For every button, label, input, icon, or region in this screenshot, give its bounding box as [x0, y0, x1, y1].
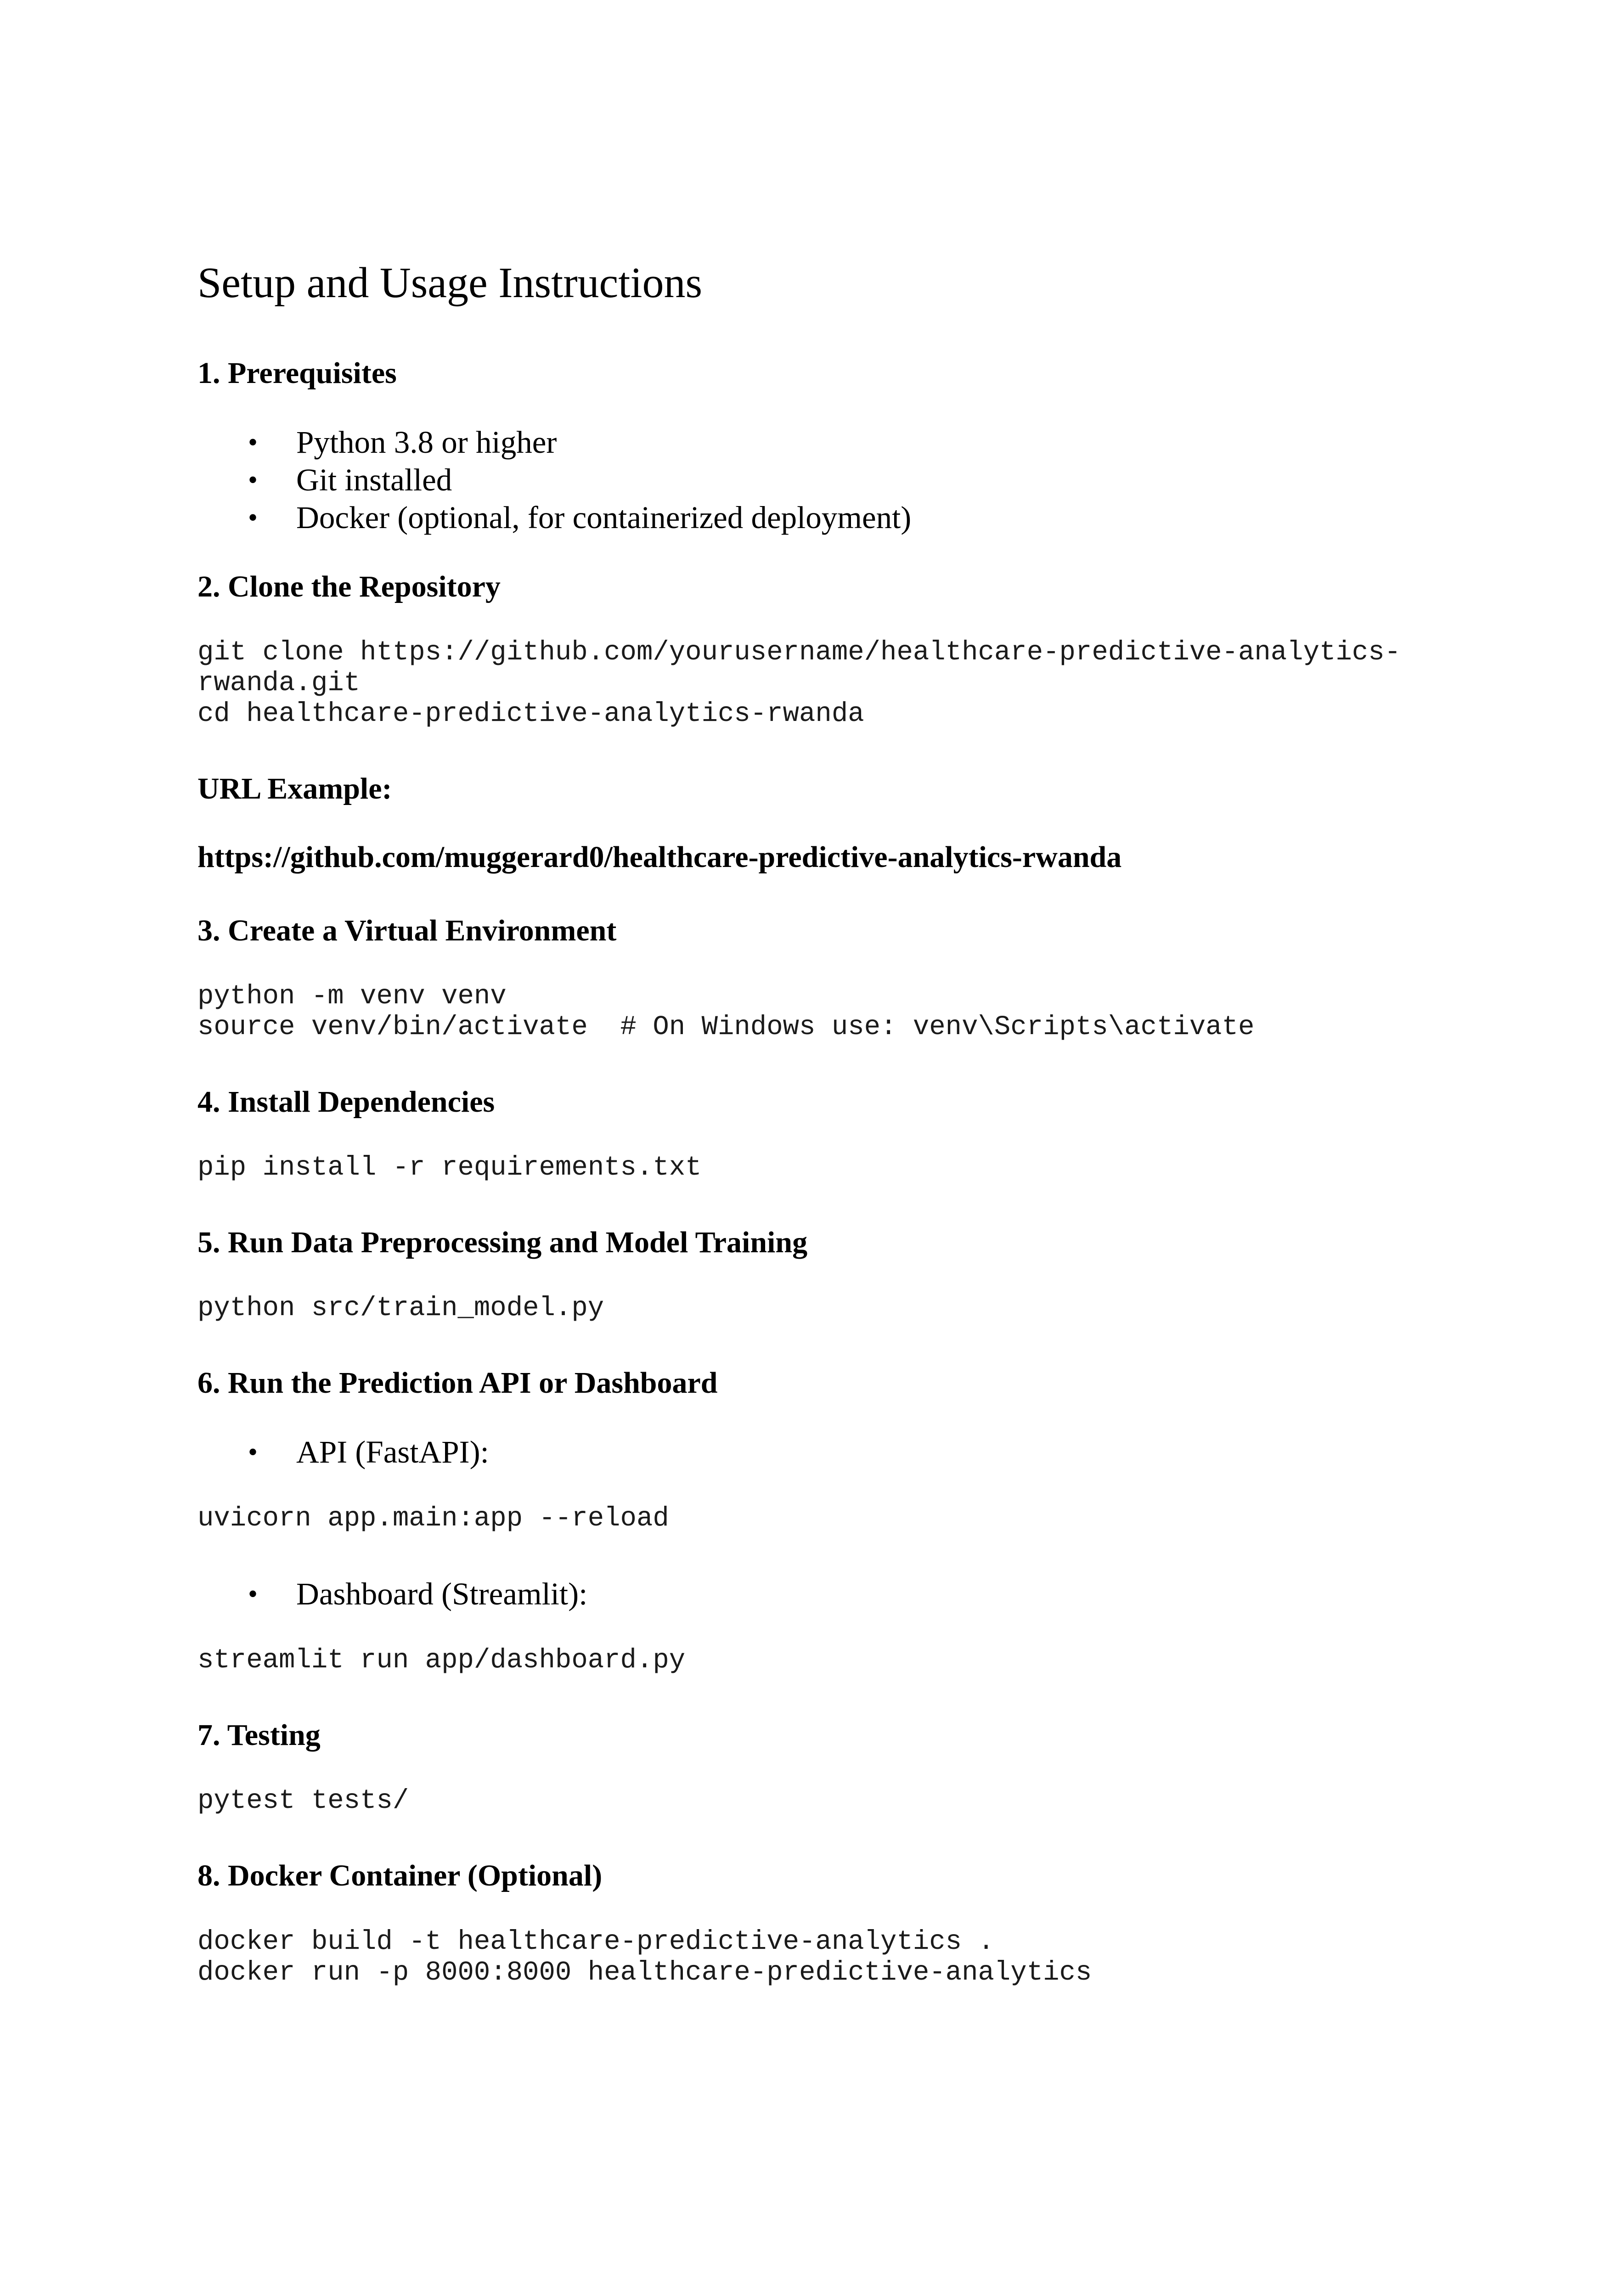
heading-virtual-environment: 3. Create a Virtual Environment — [197, 913, 617, 947]
list-item-text: Dashboard (Streamlit): — [296, 1576, 588, 1612]
list-item — [197, 1433, 1437, 1471]
code-block-clone — [197, 637, 1437, 729]
list-item — [197, 423, 1437, 461]
heading-testing: 7. Testing — [197, 1718, 321, 1752]
heading-docker-container: 8. Docker Container (Optional) — [197, 1859, 603, 1893]
code-block-dependencies — [197, 1152, 1437, 1183]
list-item — [197, 1575, 1437, 1613]
code-block-dashboard — [197, 1645, 1437, 1676]
list-item-text: Git installed — [296, 462, 452, 497]
code-line: cd healthcare-predictive-analytics-rwanda — [197, 698, 864, 730]
document-title: Setup and Usage Instructions — [197, 259, 703, 307]
code-line: docker run -p 8000:8000 healthcare-predictive-analytics — [197, 1957, 1092, 1988]
code-line: streamlit run app/dashboard.py — [197, 1645, 686, 1676]
list-item-text: Python 3.8 or higher — [296, 424, 557, 460]
code-block-testing — [197, 1785, 1437, 1816]
heading-model-training: 5. Run Data Preprocessing and Model Training — [197, 1225, 808, 1259]
code-block-training — [197, 1293, 1437, 1323]
list-item — [197, 461, 1437, 499]
code-line: git clone https://github.com/yourusername/healthcare-predictive-analytics- — [197, 637, 1401, 668]
heading-prerequisites: 1. Prerequisites — [197, 356, 397, 390]
code-block-api — [197, 1503, 1437, 1534]
dashboard-list — [197, 1575, 1437, 1613]
bullet-icon: • — [248, 502, 258, 533]
prerequisites-list — [197, 423, 1437, 536]
bullet-icon: • — [248, 464, 258, 495]
code-line: python src/train_model.py — [197, 1293, 604, 1324]
heading-install-dependencies: 4. Install Dependencies — [197, 1085, 495, 1119]
example-url-text: https://github.com/muggerard0/healthcare-predictive-analytics-rwanda — [197, 840, 1122, 874]
code-line: rwanda.git — [197, 668, 361, 699]
bullet-icon: • — [248, 427, 258, 457]
code-block-docker — [197, 1926, 1437, 1988]
heading-run-api-dashboard: 6. Run the Prediction API or Dashboard — [197, 1366, 718, 1400]
bullet-icon: • — [248, 1437, 258, 1468]
list-item — [197, 499, 1437, 536]
code-line: docker build -t healthcare-predictive-analytics . — [197, 1926, 994, 1957]
code-line: pytest tests/ — [197, 1785, 409, 1817]
list-item-text: Docker (optional, for containerized deployment) — [296, 500, 912, 535]
api-list — [197, 1433, 1437, 1471]
bullet-icon: • — [248, 1579, 258, 1609]
code-line: uvicorn app.main:app --reload — [197, 1503, 669, 1534]
code-line: source venv/bin/activate # On Windows use: venv\Scripts\activate — [197, 1011, 1255, 1042]
document-content — [197, 257, 1437, 2029]
code-block-venv — [197, 981, 1437, 1042]
list-item-text: API (FastAPI): — [296, 1435, 489, 1470]
code-line: pip install -r requirements.txt — [197, 1152, 702, 1183]
code-line: python -m venv venv — [197, 980, 507, 1012]
heading-clone-repository: 2. Clone the Repository — [197, 569, 501, 603]
heading-url-example: URL Example: — [197, 772, 392, 806]
